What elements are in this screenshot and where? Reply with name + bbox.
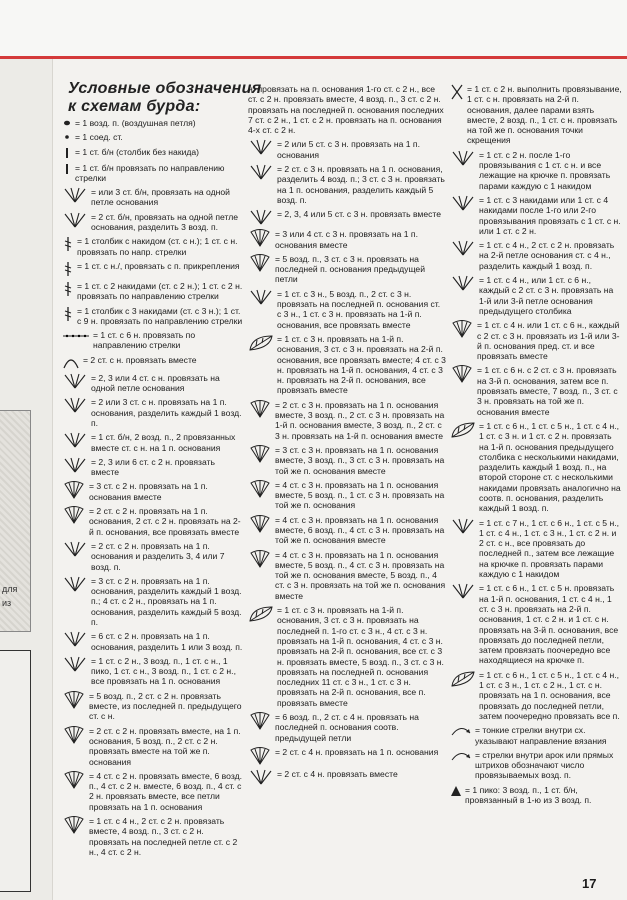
legend-entry: [450, 750, 622, 781]
shell-icon: [248, 515, 272, 533]
fan-icon: [62, 212, 88, 228]
legend-entry: [248, 712, 446, 743]
page-number: 17: [582, 876, 597, 891]
bar-icon: [62, 147, 72, 159]
legend-entry: [248, 515, 446, 546]
chain-icon: [62, 330, 90, 340]
legend-entry: [62, 631, 244, 652]
legend-entry: [248, 84, 446, 135]
leaf-icon: [450, 421, 476, 439]
legend-entry: [248, 550, 446, 601]
legend-text: = 1 возд. п. (воздушная петля): [75, 118, 196, 128]
legend-text: = 2 ст. с 4 н. провязать вместе: [277, 768, 398, 779]
legend-text: = 2, 3, 4 или 5 ст. с 3 н. провязать вместе: [277, 209, 442, 220]
legend-entry: [62, 163, 244, 184]
leaf-icon: [450, 670, 476, 688]
legend-entry: [62, 481, 244, 502]
legend-text: = 2 ст. с 3 н. провязать на 1 п. основания, разделить 4 возд. п.; 3 ст. с 3 н. провязать на 1 п. основания, разделить каждый 5 возд. п.: [277, 164, 445, 205]
legend-entry: [248, 445, 446, 476]
arch-icon: [62, 355, 80, 369]
fan-icon: [62, 656, 88, 672]
legend-entry: [62, 691, 244, 722]
legend-entry: [450, 583, 622, 665]
fan-icon: [248, 769, 274, 785]
shell-icon: [248, 550, 272, 568]
legend-text: = 1 ст. с 3 н., 5 возд. п., 2 ст. с 3 н. провязать на последней п. основания ст. с 3 н., 1 ст. с 3 н. провязать на 1-й п. основания, все провязать вместе: [277, 288, 441, 330]
legend-text: = 1 ст. с 3 н. провязать на 1-й п. основания, 3 ст. с 3 н. провязать на последней п. 1-го ст. с 3 н., 4 ст. с 3 н. провязать на 1-й п. основания, 4 ст. с 3 н. провязать на 2-й п. основания, все ст. с 3 н. провязать вместе, 5 возд. п., 3 ст. с 3 н. провязать на последней п. основания последних 11 ст. с 3 н., 1 ст. с 3 н. провязать на 2-й п. основания, все п. провязать вместе: [277, 605, 444, 708]
legend-entry: [248, 334, 446, 396]
red-rule: [0, 56, 627, 59]
legend-entry: [248, 769, 446, 785]
legend-entry: [62, 771, 244, 812]
fan-icon: [62, 373, 88, 389]
legend-entry: [62, 457, 244, 478]
legend-text: = 1 ст. б/н провязать по направлению стрелки: [75, 162, 225, 183]
legend-text: = 1 ст. с 2 н. выполнить провязывание, 1 ст. с н. провязать на 2-й п. основания, далее парами взять вместе, 2 возд. п., 1 ст. с н. провязать на той же п. основания точки скрещения: [467, 84, 622, 146]
legend-entry: [450, 320, 622, 361]
legend-text: = 1 ст. с 2 н., 3 возд. п., 1 ст. с н., 1 пико, 1 ст. с н., 3 возд. п., 1 ст. с 2 н., все провязать на 1 п. основания: [91, 655, 236, 687]
stitch-icon: [62, 261, 74, 277]
legend-column-2: [248, 84, 446, 789]
legend-text: = 1 ст. б/н, 2 возд. п., 2 провязанных вместе ст. с н. на 1 п. основания: [91, 432, 236, 453]
legend-text: = 2 ст. с 2 н. провязать вместе, на 1 п. основания, 5 возд. п., 2 ст. с 2 н. провязать вместе на той же п. основания: [89, 725, 241, 767]
arrow-icon: [450, 725, 472, 737]
legend-text: = 1 ст. б/н (столбик без накида): [75, 146, 200, 157]
shell-icon: [62, 691, 86, 709]
fan-icon: [248, 289, 274, 305]
fan-icon: [450, 583, 476, 599]
legend-entry: [62, 147, 244, 159]
legend-entry: [62, 432, 244, 453]
shell-icon: [248, 712, 272, 730]
legend-text: = 1 ст. с 6 н., 1 ст. с 5 н., 1 ст. с 4 н., 1 ст. с 3 н. и 1 ст. с 2 н. провязать на 1-й п. основания предыдущего столбика с несколькими накидами, разделить каждый 1 возд. п., на второй стороне ст. с несколькими накидами провязать аналогично на соотв. п. основания, разделить каждый 1 возд. п.: [479, 420, 621, 514]
legend-text: = 1 ст. с 3 н. провязать на 1-й п. основания, 3 ст. с 3 н. провязать на 2-й п. основания, все провязать вместе; 4 ст. с 3 н. провязать на 1-й п. основания, 4 ст. с 3 н. провязать на 2-й п. основания, все провязать вместе: [277, 333, 446, 396]
fan-icon: [62, 432, 88, 448]
shell-icon: [248, 400, 272, 418]
shell-icon: [62, 481, 86, 499]
cross-icon: [450, 84, 464, 100]
legend-text: = 2 ст. с 4 н. провязать на 1 п. основания: [275, 746, 439, 757]
fan-icon: [450, 195, 476, 211]
legend-entry: [450, 365, 622, 416]
shell-icon: [62, 816, 86, 834]
legend-entry: [62, 132, 244, 142]
legend-entry: [248, 254, 446, 285]
shell-icon: [248, 480, 272, 498]
legend-text: = 1 ст. с 6 н., 1 ст. с 5 н., 1 ст. с 4 н., 1 ст. с 3 н., 1 ст. с 2 н., 1 ст. с н. провязать на 1 п. основания, все провязать до последней петли, затем поочередно провязать все п.: [479, 669, 620, 721]
legend-text: = 4 ст. с 3 н. провязать на 1 п. основания вместе, 5 возд. п., 4 ст. с 3 н. провязать на той же п. основания вместе, 5 возд. п., 4 ст. с 3 н. провязать на той же п. основания вместе: [275, 549, 446, 601]
page-heading: [68, 80, 261, 116]
legend-text: = 1 ст. с 4 н., или 1 ст. с 6 н., каждый с 2 ст. с 3 н. провязать на 1-й или 3-й петле основания предыдущего столбика: [479, 275, 614, 316]
legend-entry: [248, 164, 446, 205]
legend-text: = 1 соед. ст.: [75, 132, 123, 143]
legend-entry: [248, 605, 446, 708]
fan-icon: [62, 397, 88, 413]
legend-entry: [248, 229, 446, 250]
leaf-icon: [248, 605, 274, 623]
legend-entry: [62, 726, 244, 767]
legend-text: = 2 ст. с 2 н. провязать на 1 п. основания, 2 ст. с 2 н. провязать на 2-й п. основания, все провязать вместе: [89, 506, 241, 537]
legend-entry: [62, 397, 244, 428]
legend-entry: [62, 541, 244, 572]
legend-entry: [62, 236, 244, 257]
legend-text: = 1 ст. с 2 накидами (ст. с 2 н.); 1 ст. с 2 н. провязать по направлению стрелки: [77, 280, 243, 302]
legend-text: = 6 возд. п., 2 ст. с 4 н. провязать на последней п. основания соотв. предыдущей петли: [275, 712, 419, 743]
triangle-icon: [450, 785, 462, 797]
shell-icon: [248, 445, 272, 463]
dot-small-icon: [62, 132, 72, 142]
legend-text: = 2, 3 или 6 ст. с 2 н. провязать вместе: [91, 456, 216, 478]
legend-text: н. провязать на п. основания 1-го ст. с 2 н., все ст. с 2 н. провязать вместе, 4 возд. п., 3 ст. с 2 н. провязать на последней п. основания последних 7 ст. с 2 н., 1 ст. с 2 н. провязать на п. основания 4-х ст. с 2 н.: [248, 84, 444, 136]
legend-text: = 1 ст. с 6 н. провязать по направлению стрелки: [93, 330, 196, 351]
legend-entry: [450, 518, 622, 580]
legend-entry: [62, 118, 244, 128]
shell-icon: [248, 229, 272, 247]
legend-entry: [450, 670, 622, 721]
legend-text: = 1 ст. с 4 н., 2 ст. с 2 н. провязать вместе, 4 возд. п., 3 ст. с 2 н. провязать на последней петле ст. с 2 н., 4 ст. с 2 н.: [89, 816, 238, 857]
heading-line-2: к схемам бурда:: [68, 98, 201, 115]
legend-text: = или 3 ст. б/н, провязать на одной петле основания: [91, 187, 230, 208]
shell-icon: [62, 506, 86, 524]
legend-text: = 1 пико: 3 возд. п., 1 ст. б/н, провязанный в 1-ю из 3 возд. п.: [465, 784, 592, 805]
legend-entry: [248, 139, 446, 160]
margin-text-1: для: [2, 584, 18, 594]
stitch-icon: [62, 281, 74, 297]
legend-entry: [248, 209, 446, 225]
legend-text: = 1 ст. с 4 н., 2 ст. с 2 н. провязать на 2-й петле основания ст. с 4 н., разделить каждый 1 возд. п.: [479, 240, 615, 271]
legend-entry: [450, 725, 622, 746]
legend-text: = 1 ст. с н./, провязать с п. прикрепления: [77, 260, 240, 271]
legend-text: = 6 ст. с 2 н. провязать на 1 п. основания, разделить 1 или 3 возд. п.: [91, 631, 243, 652]
legend-column-3: [450, 84, 622, 809]
legend-text: = стрелки внутри арок или прямых штрихов обозначают число провязываемых возд. п.: [475, 749, 614, 781]
stitch-icon: [62, 306, 74, 322]
legend-text: = 2 или 3 ст. с н. провязать на 1 п. основания, разделить каждый 1 возд. п.: [91, 397, 242, 428]
shell-icon: [248, 747, 272, 765]
legend-entry: [62, 576, 244, 627]
legend-entry: [248, 400, 446, 441]
legend-text: = 1 ст. с 3 накидами или 1 ст. с 4 накидами после 1-го или 2-го провязывания провязать с 1 ст. с н. или 1 ст. с 2 н.: [479, 194, 621, 236]
legend-entry: [248, 289, 446, 330]
shell-icon: [62, 771, 86, 789]
stitch-icon: [62, 236, 74, 252]
legend-entry: [62, 816, 244, 857]
fan-icon: [62, 457, 88, 473]
legend-text: = 1 ст. с 6 н. с 2 ст. с 3 н. провязать на 3-й п. основания, затем все п. провязать вместе, 7 возд. п., 3 ст. с 3 н. провязать на той же п. основания вместе: [477, 365, 618, 417]
legend-entry: [62, 355, 244, 369]
leaf-icon: [248, 334, 274, 352]
arrow-icon: [450, 750, 472, 762]
legend-entry: [450, 195, 622, 236]
legend-text: = 2 ст. б/н, провязать на одной петле основания, разделить 3 возд. п.: [91, 211, 239, 233]
fan-icon: [62, 631, 88, 647]
legend-text: = 2 ст. с 3 н. провязать на 1 п. основания вместе, 3 возд. п., 2 ст. с 3 н. провязать на 1-й п. основания вместе, 3 возд. п., 2 ст. с 3 н. провязать на 1-й п. основания вместе: [275, 399, 445, 441]
fan-icon: [450, 518, 476, 534]
legend-text: = тонкие стрелки внутри сх. указывают направление вязания: [475, 725, 607, 746]
legend-entry: [62, 373, 244, 394]
legend-text: = 3 ст. с 3 н. провязать на 1 п. основания вместе, 3 возд. п., 3 ст. с 3 н. провязать на той же п. основания вместе: [275, 444, 445, 476]
legend-text: = 4 ст. с 3 н. провязать на 1 п. основания вместе, 5 возд. п., 1 ст. с 3 н. провязать на той же п. основания: [275, 479, 445, 511]
legend-text: = 5 возд. п., 2 ст. с 2 н. провязать вместе, из последней п. предыдущего ст. с н.: [89, 690, 242, 722]
legend-entry: [62, 306, 244, 327]
top-band: [0, 0, 627, 56]
legend-entry: [62, 656, 244, 687]
legend-column-1: [62, 118, 244, 861]
fan-icon: [248, 139, 274, 155]
fan-icon: [248, 209, 274, 225]
legend-text: = 5 возд. п., 3 ст. с 3 н. провязать на последней п. основания предыдущей петли: [275, 253, 426, 285]
fan-icon: [62, 576, 88, 592]
legend-entry: [450, 785, 622, 806]
fan-icon: [62, 541, 88, 557]
fan-icon: [450, 275, 476, 291]
legend-text: = 1 ст. с 6 н., 1 ст. с 5 н. провязать на 1-й п. основания, 1 ст. с 4 н., 1 ст. с 3 н. провязать на 2-й п. основания, 1 ст. с 2 н. и 1 ст. с н. провязать на 3-й п. основания, все провязать до последней петли, затем провязать поочередно все находящиеся на крючке п.: [479, 583, 619, 666]
legend-entry: [450, 84, 622, 146]
legend-entry: [450, 275, 622, 316]
margin-text-2: из: [2, 598, 12, 608]
legend-entry: [450, 150, 622, 191]
legend-text: = 2 ст. с н. провязать вместе: [83, 354, 197, 365]
shell-icon: [450, 365, 474, 383]
legend-text: = 2, 3 или 4 ст. с н. провязать на одной петле основания: [91, 372, 220, 394]
shell-icon: [62, 726, 86, 744]
legend-entry: [62, 187, 244, 208]
legend-text: = 1 ст. с 2 н. после 1-го провязывания с 1 ст. с н. и все лежащие на крючке п. провязать парами каждую с 1 накидом: [479, 149, 611, 191]
legend-entry: [62, 281, 244, 302]
fan-icon: [248, 164, 274, 180]
legend-text: = 2 ст. с 2 н. провязать на 1 п. основания и разделить 3, 4 или 7 возд. п.: [91, 540, 225, 572]
legend-text: = 3 или 4 ст. с 3 н. провязать на 1 п. основания вместе: [275, 229, 418, 250]
bar-icon: [62, 163, 72, 175]
heading-line-1: Условные обозначения: [68, 80, 262, 97]
legend-text: = 1 столбик с 3 накидами (ст. с 3 н.); 1 ст. с 9 н. провязать по направлению стрелки: [77, 305, 243, 326]
legend-entry: [62, 330, 244, 351]
dot-icon: [62, 118, 72, 128]
legend-entry: [62, 261, 244, 277]
legend-text: = 4 ст. с 2 н. провязать вместе, 6 возд. п., 4 ст. с 2 н. вместе, 6 возд. п., 4 ст. с 2 н. провязать вместе, все петли провязать на 1 п. основания: [89, 770, 242, 812]
fan-icon: [62, 187, 88, 203]
legend-entry: [62, 506, 244, 537]
left-frame: [0, 650, 31, 892]
legend-text: = 3 ст. с 2 н. провязать на 1 п. основания вместе: [89, 481, 208, 502]
legend-text: = 2 или 5 ст. с 3 н. провязать на 1 п. основания: [277, 139, 420, 160]
legend-text: = 1 ст. с 7 н., 1 ст. с 6 н., 1 ст. с 5 н., 1 ст. с 4 н., 1 ст. с 3 н., 1 ст. с 2 н. и 2 ст. с н., все провязать до последней п., затем все лежащие на крючке п. провязать парами каждую с 1 накидом: [479, 517, 619, 580]
legend-entry: [248, 480, 446, 511]
legend-entry: [248, 747, 446, 765]
shell-icon: [450, 320, 474, 338]
fan-icon: [450, 150, 476, 166]
legend-entry: [450, 240, 622, 271]
shell-icon: [248, 254, 272, 272]
fan-icon: [450, 240, 476, 256]
legend-text: = 3 ст. с 2 н. провязать на 1 п. основания, разделить каждый 1 возд. п.; 4 ст. с 2 н., провязать на 1 п. основания, разделить каждый 5 возд. п.: [91, 575, 242, 627]
legend-text: = 1 столбик с накидом (ст. с н.); 1 ст. с н. провязать по напр. стрелки: [77, 236, 238, 257]
legend-text: = 1 ст. с 4 н. или 1 ст. с 6 н., каждый с 2 ст. с 3 н. провязать из 1-й или 3-й п. основания пред. ст. и все провязать вместе: [477, 320, 620, 362]
legend-entry: [450, 421, 622, 514]
legend-text: = 4 ст. с 3 н. провязать на 1 п. основания вместе, 6 возд. п., 4 ст. с 3 н. провязать на той же п. основания вместе: [275, 514, 445, 546]
legend-entry: [62, 212, 244, 233]
